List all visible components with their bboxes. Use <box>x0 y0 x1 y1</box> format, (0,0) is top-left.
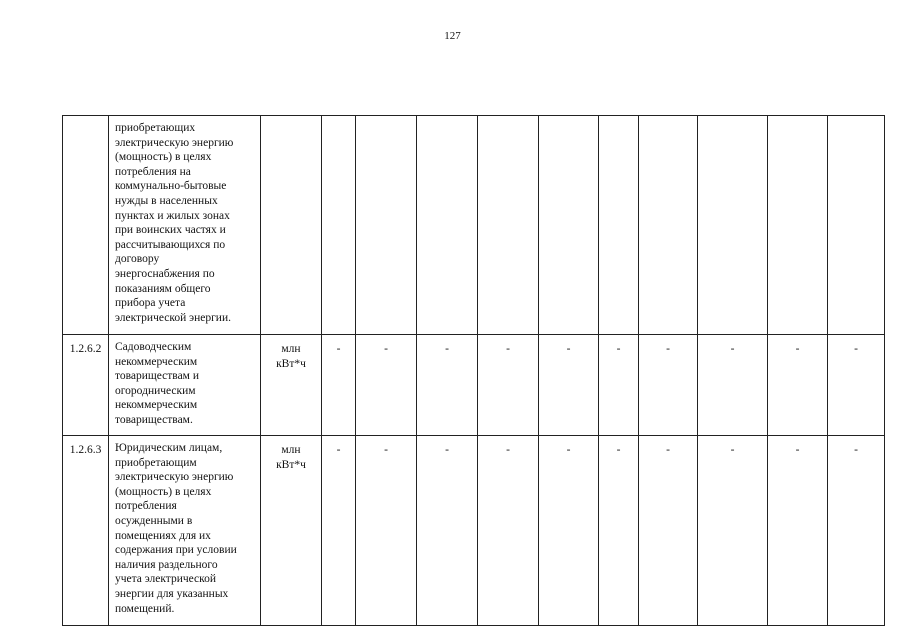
value-cell <box>599 116 639 335</box>
row-name-text: Юридическим лицам, приобретающим электрическую энергию (мощность) в целях потребления осужденными в помещениях для их содержания при условии наличия раздельного учета электрической энергии для указанных помещений. <box>115 442 237 615</box>
value-cell <box>768 116 828 335</box>
table-row <box>63 116 885 335</box>
value-cell <box>539 116 599 335</box>
value-cell: - <box>356 335 417 436</box>
value-cell: - <box>768 335 828 436</box>
page-number: 127 <box>444 30 461 42</box>
value-cell <box>417 116 478 335</box>
table-row <box>63 436 885 626</box>
value-cell <box>356 116 417 335</box>
row-unit-text: млн кВт*ч <box>276 343 306 370</box>
row-number <box>63 116 109 335</box>
value-cell: - <box>478 335 539 436</box>
value-cell: - <box>417 436 478 626</box>
value-cell <box>828 116 885 335</box>
value-cell: - <box>698 436 768 626</box>
row-name <box>109 436 261 626</box>
row-unit <box>261 335 322 436</box>
row-name <box>109 335 261 436</box>
row-unit-text: млн кВт*ч <box>276 444 306 471</box>
value-cell <box>639 116 698 335</box>
value-cell: - <box>417 335 478 436</box>
row-name-text: приобретающих электрическую энергию (мощность) в целях потребления на коммунально-бытовые нужды в населенных пунктах и жилых зонах при воинских частях и рассчитывающихся по договору энергоснабжения по показаниям общего прибора учета электрической энергии. <box>115 122 234 324</box>
value-cell: - <box>828 335 885 436</box>
value-cell: - <box>768 436 828 626</box>
value-cell: - <box>698 335 768 436</box>
value-cell: - <box>599 436 639 626</box>
value-cell <box>478 116 539 335</box>
value-cell: - <box>356 436 417 626</box>
value-cell: - <box>478 436 539 626</box>
value-cell: - <box>539 436 599 626</box>
row-name <box>109 116 261 335</box>
value-cell <box>698 116 768 335</box>
value-cell: - <box>539 335 599 436</box>
value-cell: - <box>322 335 356 436</box>
row-unit <box>261 116 322 335</box>
value-cell: - <box>322 436 356 626</box>
row-unit <box>261 436 322 626</box>
value-cell: - <box>599 335 639 436</box>
value-cell: - <box>639 436 698 626</box>
row-number: 1.2.6.2 <box>63 335 109 436</box>
value-cell <box>322 116 356 335</box>
data-table <box>62 115 885 626</box>
value-cell: - <box>828 436 885 626</box>
row-name-text: Садоводческим некоммерческим товариществам и огородническим некоммерческим товариществам. <box>115 341 199 426</box>
row-number: 1.2.6.3 <box>63 436 109 626</box>
table-row <box>63 335 885 436</box>
value-cell: - <box>639 335 698 436</box>
